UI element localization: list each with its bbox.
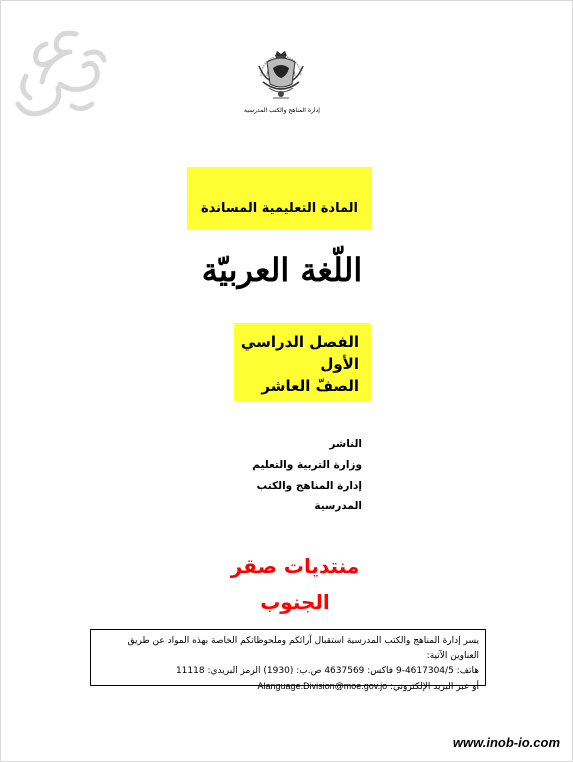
semester-label: الفصل الدراسي الأول — [240, 333, 359, 373]
main-title: اللّغة العربيّة — [201, 251, 363, 289]
publisher-heading: الناشر — [329, 438, 362, 450]
publisher-block — [220, 434, 362, 512]
forum-title: منتديات صقر الجنوب — [230, 554, 360, 614]
material-label-box — [187, 167, 372, 230]
contact-phone-fax: هاتف: 4617304/5-9 فاكس: 4637569 ص.ب: (1930) الرمز البريدي: 11118 — [175, 666, 479, 676]
grade-label: الصفّ العاشر — [261, 377, 359, 395]
contact-box — [90, 629, 486, 692]
contact-email-prefix: أو عبر البريد الإلكتروني: — [389, 682, 479, 692]
semester-box — [234, 323, 371, 401]
website-link[interactable]: www.inob-io.com — [452, 735, 560, 750]
material-label: المادة التعليمية المساندة — [200, 201, 358, 216]
emblem-caption: إدارة المناهج والكتب المدرسية — [244, 107, 320, 114]
contact-intro: يسر إدارة المناهج والكتب المدرسية استقبال آرائكم وملحوظاتكم الخاصة بهذه المواد عن طريق العناوين الآتية: — [127, 636, 479, 661]
contact-email-link[interactable]: Alanguage.Division@moe.gov.jo — [257, 681, 388, 691]
publisher-department: إدارة المناهج والكتب المدرسية — [256, 480, 362, 512]
jordan-coat-of-arms-icon — [253, 42, 309, 104]
publisher-ministry: وزارة التربية والتعليم — [252, 459, 362, 471]
calligraphy-watermark-icon — [6, 14, 116, 124]
contact-email-line — [97, 679, 479, 695]
